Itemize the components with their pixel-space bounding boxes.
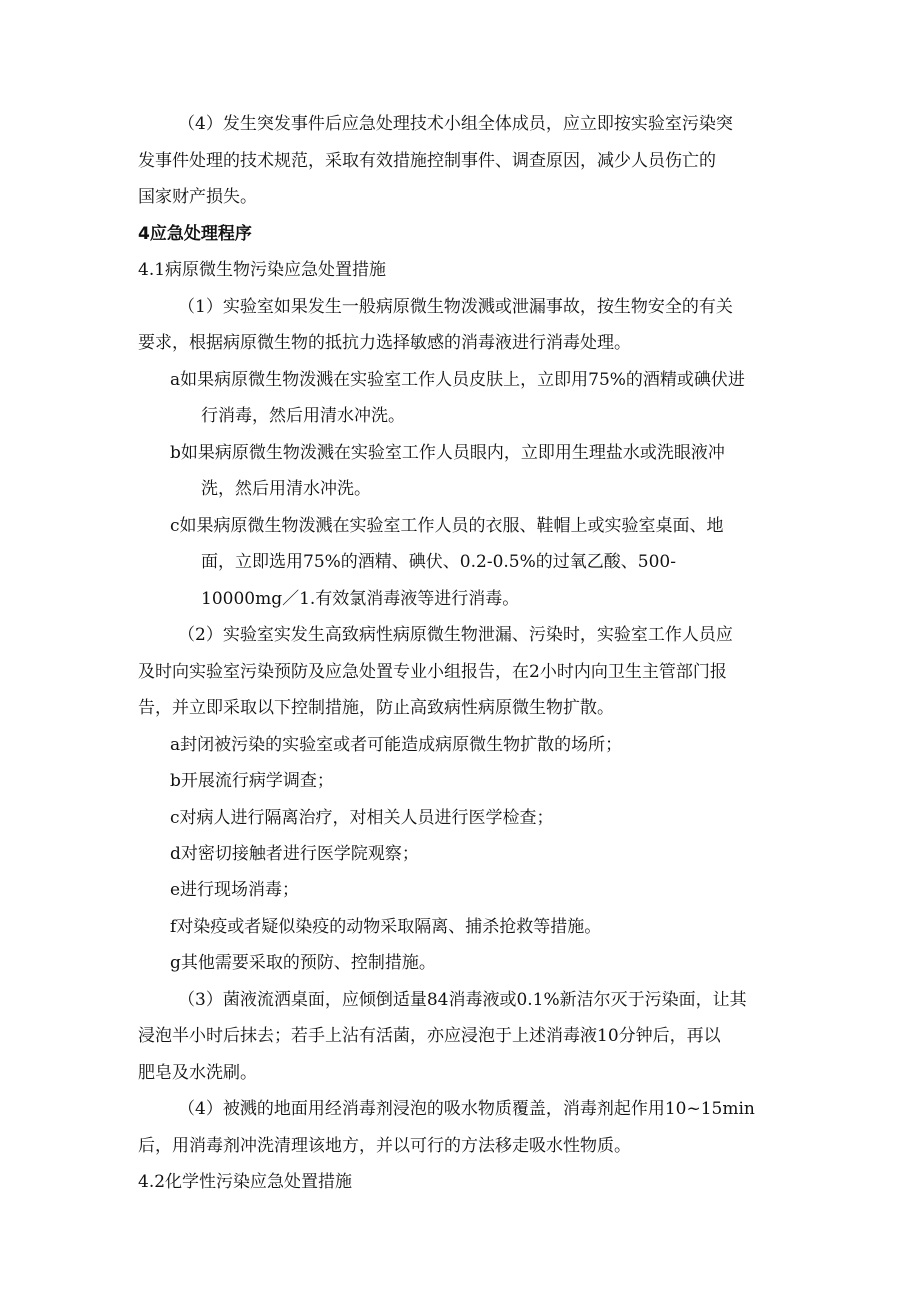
item-4-line-1: （4）被溅的地面用经消毒剂浸泡的吸水物质覆盖，消毒剂起作用10~15min (178, 1099, 755, 1119)
item-3-line-3: 肥皂及水洗刷。 (138, 1063, 257, 1083)
item-2-line-1: （2）实验室实发生高致病性病原微生物泄漏、污染时，实验室工作人员应 (178, 625, 733, 645)
item-3-line-1: （3）菌液流洒桌面，应倾倒适量84消毒液或0.1%新洁尔灭于污染面，让其 (178, 990, 747, 1010)
item-1-line-1: （1）实验室如果发生一般病原微生物泼溅或泄漏事故，按生物安全的有关 (178, 297, 733, 317)
item-1b-line-2: 洗，然后用清水冲洗。 (201, 479, 371, 499)
item-4-line-2: 后，用消毒剂冲洗清理该地方，并以可行的方法移走吸水性物质。 (138, 1136, 631, 1156)
paragraph-4-line-1: （4）发生突发事件后应急处理技术小组全体成员，应立即按实验室污染突 (178, 114, 733, 134)
paragraph-4-line-2: 发事件处理的技术规范，采取有效措施控制事件、调查原因，减少人员伤亡的 (138, 151, 716, 171)
item-2-line-3: 告，并立即采取以下控制措施，防止高致病性病原微生物扩散。 (138, 698, 614, 718)
subsection-heading-4-1: 4.1病原微生物污染应急处置措施 (138, 260, 387, 280)
item-1b-line-1: b如果病原微生物泼溅在实验室工作人员眼内，立即用生理盐水或洗眼液冲 (170, 443, 725, 463)
list-item: a封闭被污染的实验室或者可能造成病原微生物扩散的场所； (170, 735, 623, 755)
item-1a-line-1: a如果病原微生物泼溅在实验室工作人员皮肤上，立即用75%的酒精或碘伏进 (170, 370, 745, 390)
subsection-heading-4-2: 4.2化学性污染应急处置措施 (138, 1172, 353, 1192)
list-item: f对染疫或者疑似染疫的动物采取隔离、捕杀抢救等措施。 (170, 917, 602, 937)
section-heading-4: 4应急处理程序 (138, 224, 252, 244)
item-1c-line-2: 面，立即选用75%的酒精、碘伏、0.2-0.5%的过氧乙酸、500- (201, 552, 676, 572)
item-1c-line-1: c如果病原微生物泼溅在实验室工作人员的衣服、鞋帽上或实验室桌面、地 (170, 516, 724, 536)
item-2-line-2: 及时向实验室污染预防及应急处置专业小组报告，在2小时内向卫生主管部门报 (138, 662, 727, 682)
item-3-line-2: 浸泡半小时后抹去；若手上沾有活菌，亦应浸泡于上述消毒液10分钟后，再以 (138, 1026, 721, 1046)
list-item: e进行现场消毒； (170, 880, 300, 900)
paragraph-4-line-3: 国家财产损失。 (138, 187, 257, 207)
list-item: c对病人进行隔离治疗，对相关人员进行医学检查； (170, 808, 554, 828)
list-item: b开展流行病学调查； (170, 771, 334, 791)
list-item: d对密切接触者进行医学院观察； (170, 844, 419, 864)
item-1-line-2: 要求，根据病原微生物的抵抗力选择敏感的消毒液进行消毒处理。 (138, 333, 631, 353)
item-1c-line-3: 10000mg／1.有效氯消毒液等进行消毒。 (201, 589, 520, 609)
item-1a-line-2: 行消毒，然后用清水冲洗。 (201, 406, 405, 426)
list-item: g其他需要采取的预防、控制措施。 (170, 953, 436, 973)
